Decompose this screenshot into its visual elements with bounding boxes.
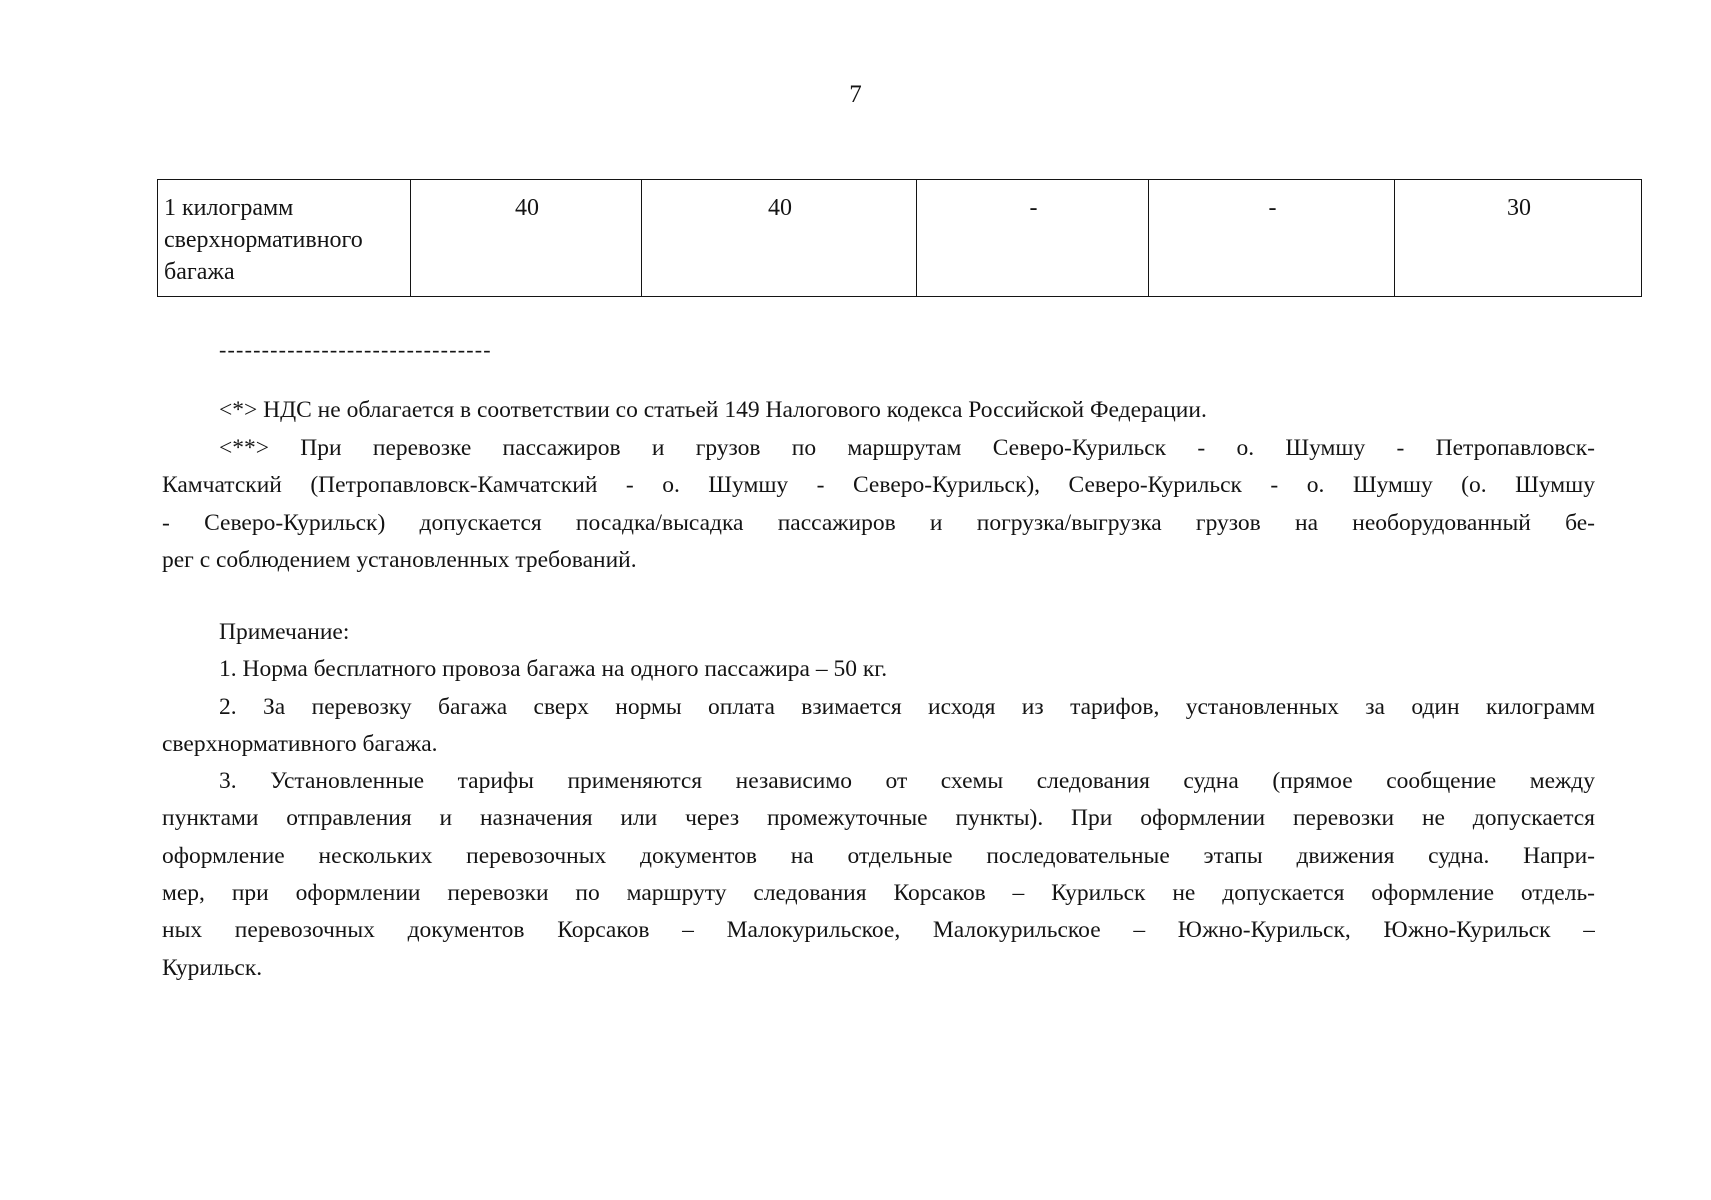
value-cell: 30 (1395, 180, 1642, 297)
note-item-3-line: Курильск. (162, 954, 263, 981)
text-line: <**> При перевозке пассажиров и грузов по маршрутам Северо-Курильск - о. Шумшу - Петропавловск- (219, 435, 1595, 461)
note-item-1: 1. Норма бесплатного провоза багажа на одного пассажира – 50 кг. (219, 656, 888, 683)
footnote-divider: -------------------------------- (219, 338, 492, 362)
tariff-table (157, 179, 1642, 297)
table-row (158, 180, 1642, 297)
row-label-line: сверхнормативного (164, 227, 363, 253)
footnote-landing (162, 430, 1595, 579)
note-item-3-line: мер, при оформлении перевозки по маршруту следования Корсаков – Курильск не допускается оформление отдель- (162, 880, 1595, 907)
value-cell: 40 (411, 180, 642, 297)
text-line: - Северо-Курильск) допускается посадка/высадка пассажиров и погрузка/выгрузка грузов на необорудованный бе- (162, 509, 1595, 536)
text-line: Камчатский (Петропавловск-Камчатский - о. Шумшу - Северо-Курильск), Северо-Курильск - о. Шумшу (о. Шумшу (162, 472, 1595, 499)
page-number: 7 (849, 81, 862, 108)
row-label-line: 1 килограмм (164, 195, 294, 221)
value-cell: 40 (642, 180, 917, 297)
value-cell: - (1149, 180, 1395, 297)
text-line: <*> НДС не облагается в соответствии со статьей 149 Налогового кодекса Российской Федерации. (219, 397, 1207, 423)
notes-section (162, 614, 1595, 987)
footnote-vat (162, 392, 1595, 429)
note-item-3-line: 3. Установленные тарифы применяются независимо от схемы следования судна (прямое сообщение между (219, 768, 1595, 795)
value-cell: - (917, 180, 1149, 297)
note-item-2-line: сверхнормативного багажа. (162, 730, 438, 757)
note-item-3-line: пунктами отправления и назначения или через промежуточные пункты). При оформлении перевозки не допускается (162, 805, 1595, 832)
row-label-line: багажа (164, 259, 235, 285)
note-item-3-line: ных перевозочных документов Корсаков – Малокурильское, Малокурильское – Южно-Курильск, Южно-Курильск – (162, 917, 1595, 944)
note-item-2-line: 2. За перевозку багажа сверх нормы оплата взимается исходя из тарифов, установленных за один килограмм (219, 693, 1595, 720)
note-item-3-line: оформление нескольких перевозочных документов на отдельные последовательные этапы движения судна. Напри- (162, 842, 1595, 869)
notes-heading: Примечание: (219, 619, 350, 645)
text-line: рег с соблюдением установленных требований. (162, 546, 637, 573)
row-label-cell (158, 180, 411, 297)
